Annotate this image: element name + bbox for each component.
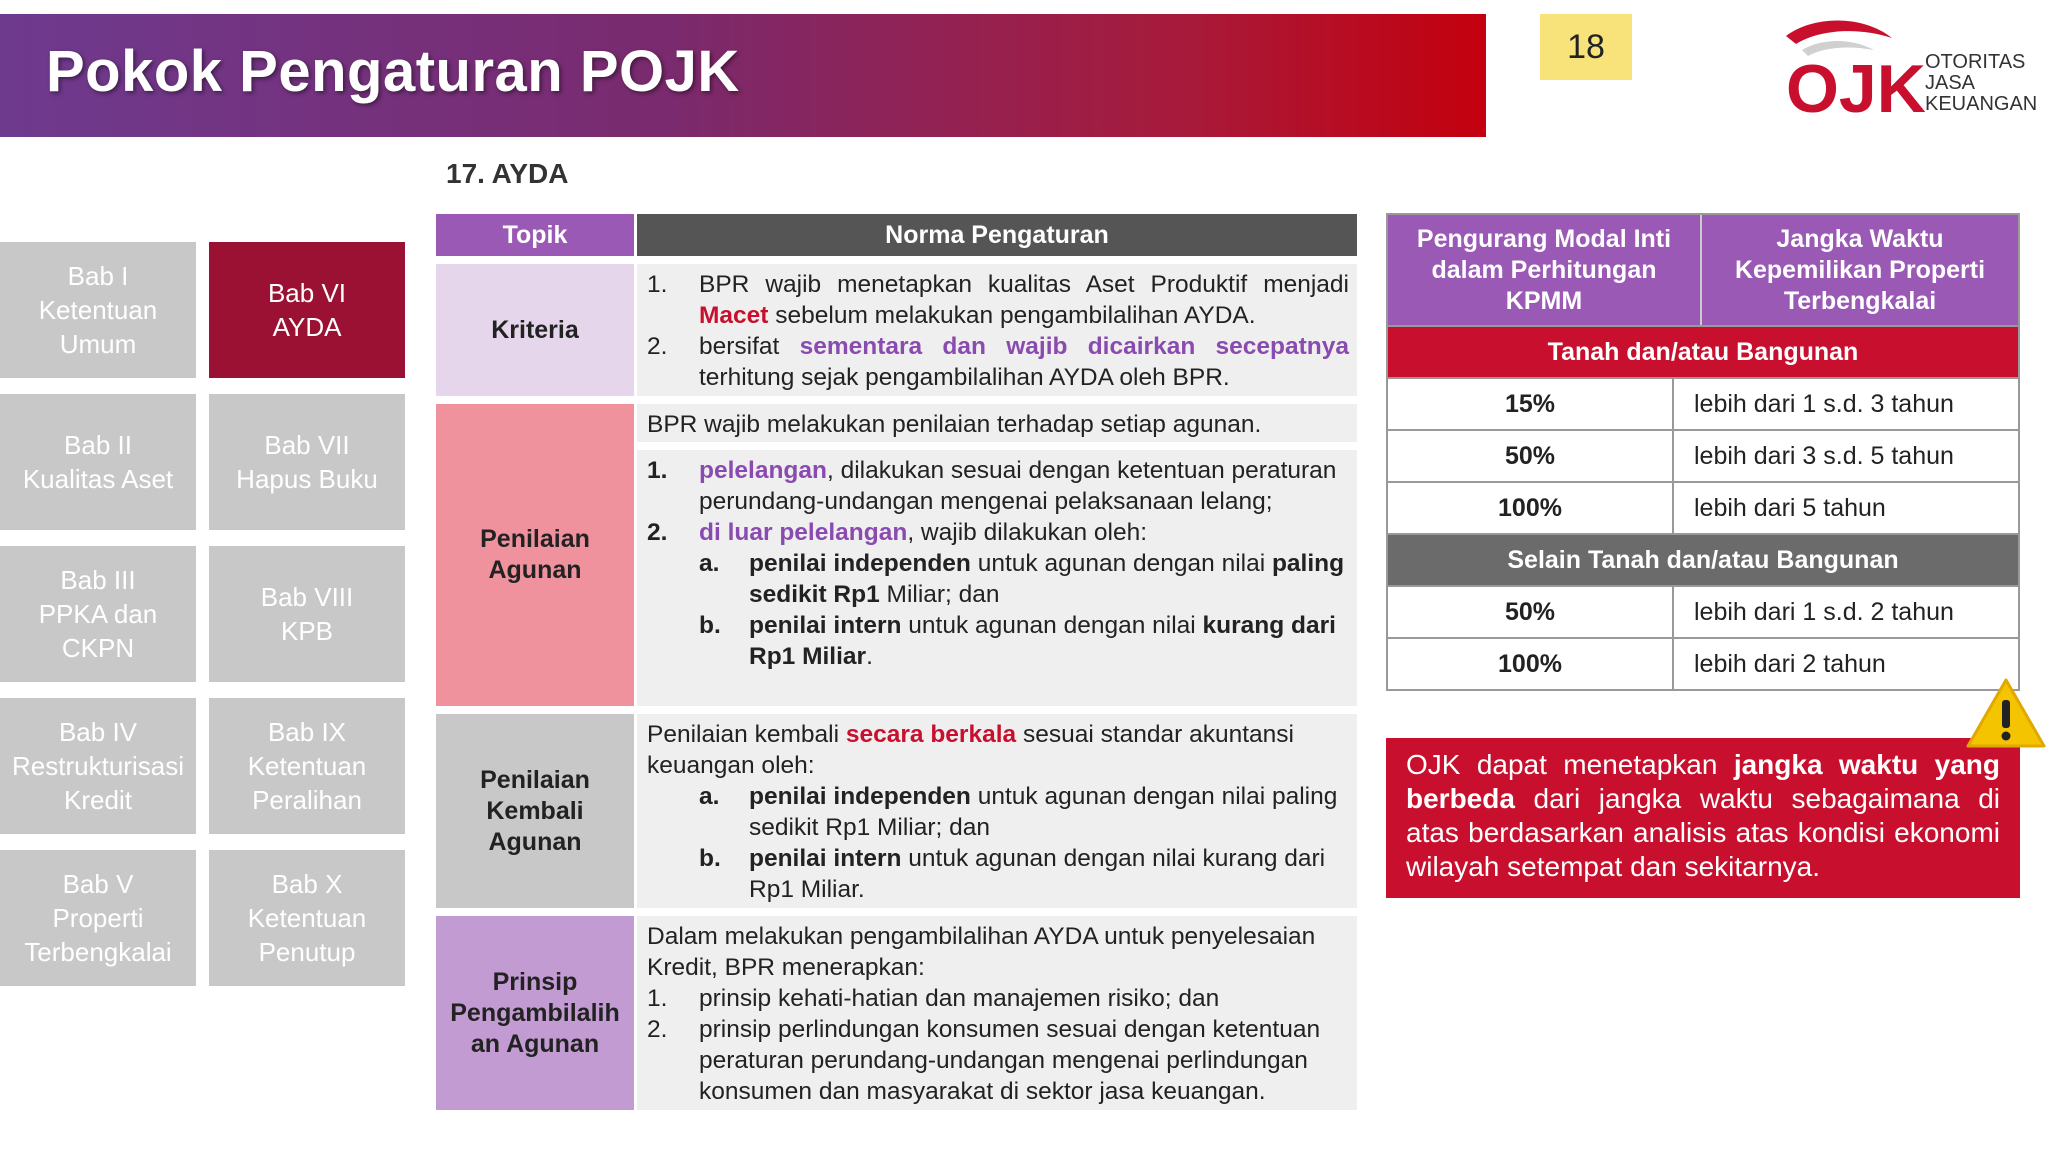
header-norma: Norma Pengaturan <box>637 214 1357 256</box>
logo-line: KEUANGAN <box>1925 93 2038 115</box>
title-banner <box>0 14 1486 137</box>
chapter-bab-3[interactable]: Bab III PPKA dan CKPN <box>0 546 196 682</box>
logo-line: OTORITAS <box>1925 51 2026 73</box>
content-kriteria: 1. BPR wajib menetapkan kualitas Aset Produktif menjadi Macet sebelum melakukan pengambilalihan AYDA. 2. bersifat sementara dan wajib dicairkan secepatnya terhitung sejak pengambilalihan AYDA oleh BPR. <box>637 264 1357 396</box>
kpmm-table-header <box>1388 215 2018 325</box>
group-tanah: Tanah dan/atau Bangunan <box>1388 325 2018 377</box>
chapter-bab-9[interactable]: Bab IX Ketentuan Peralihan <box>209 698 405 834</box>
chapter-bab-8[interactable]: Bab VIII KPB <box>209 546 405 682</box>
chapter-bab-10[interactable]: Bab X Ketentuan Penutup <box>209 850 405 986</box>
chapter-bab-5[interactable]: Bab V Properti Terbengkalai <box>0 850 196 986</box>
header-jangka: Jangka Waktu Kepemilikan Properti Terbengkalai <box>1734 224 1986 315</box>
chapter-bab-6[interactable]: Bab VI AYDA <box>209 242 405 378</box>
chapter-bab-4[interactable]: Bab IV Restrukturisasi Kredit <box>0 698 196 834</box>
group-selain: Selain Tanah dan/atau Bangunan <box>1388 533 2018 585</box>
chapter-bab-1[interactable]: Bab I Ketentuan Umum <box>0 242 196 378</box>
content-prinsip: Dalam melakukan pengambilalihan AYDA untuk penyelesaian Kredit, BPR menerapkan: 1. prinsip kehati-hatian dan manajemen risiko; dan 2. prinsip perlindungan konsumen sesuai dengan ketentuan peraturan perundang-undangan mengenai perlindungan konsumen dan masyarakat di sektor jasa keuangan. <box>637 916 1357 1110</box>
section-title: 17. AYDA <box>446 158 569 189</box>
content-penilaian-kembali: Penilaian kembali secara berkala sesuai standar akuntansi keuangan oleh: a. penilai independen untuk agunan dengan nilai paling sedikit Rp1 Miliar; dan b. penilai intern untuk agunan dengan nilai kurang dari Rp1 Miliar. <box>637 714 1357 908</box>
table-row: 50% lebih dari 3 s.d. 5 tahun <box>1388 429 2018 481</box>
table-row: 100% lebih dari 2 tahun <box>1388 637 2018 689</box>
topic-kriteria: Kriteria <box>436 264 634 396</box>
chapter-bab-2[interactable]: Bab II Kualitas Aset <box>0 394 196 530</box>
note-box: OJK dapat menetapkan jangka waktu yang berbeda dari jangka waktu sebagaimana di atas berdasarkan analisis atas kondisi ekonomi wilayah setempat dan sekitarnya. <box>1386 738 2020 898</box>
page-number: 18 <box>1540 14 1632 80</box>
topic-penilaian-agunan: Penilaian Agunan <box>436 404 634 706</box>
table-row: 15% lebih dari 1 s.d. 3 tahun <box>1388 377 2018 429</box>
topic-prinsip: Prinsip Pengambilalih an Agunan <box>436 916 634 1110</box>
logo-line: JASA <box>1925 72 1976 94</box>
header-pengurang: Pengurang Modal Inti dalam Perhitungan KPMM <box>1388 215 1702 325</box>
chapter-bab-7[interactable]: Bab VII Hapus Buku <box>209 394 405 530</box>
header-topik: Topik <box>436 214 634 256</box>
table-row: 50% lebih dari 1 s.d. 2 tahun <box>1388 585 2018 637</box>
table-row: 100% lebih dari 5 tahun <box>1388 481 2018 533</box>
warning-icon <box>1964 676 2048 750</box>
topic-penilaian-kembali: Penilaian Kembali Agunan <box>436 714 634 908</box>
kpmm-table <box>1386 213 2020 691</box>
logo-mark-text: OJK <box>1786 51 1926 120</box>
logo-text <box>1925 52 2037 115</box>
content-penilaian-intro: BPR wajib melakukan penilaian terhadap setiap agunan. <box>637 404 1357 442</box>
content-penilaian-list: 1. pelelangan, dilakukan sesuai dengan ketentuan peraturan perundang-undangan mengenai pelaksanaan lelang; 2. di luar pelelangan, wajib dilakukan oleh: a. penilai independen untuk agunan dengan nilai paling sedikit Rp1 Miliar; dan b. penilai intern untuk agunan dengan nilai kurang dari Rp1 Miliar. <box>637 450 1357 706</box>
page-title: Pokok Pengaturan POJK <box>46 39 740 104</box>
